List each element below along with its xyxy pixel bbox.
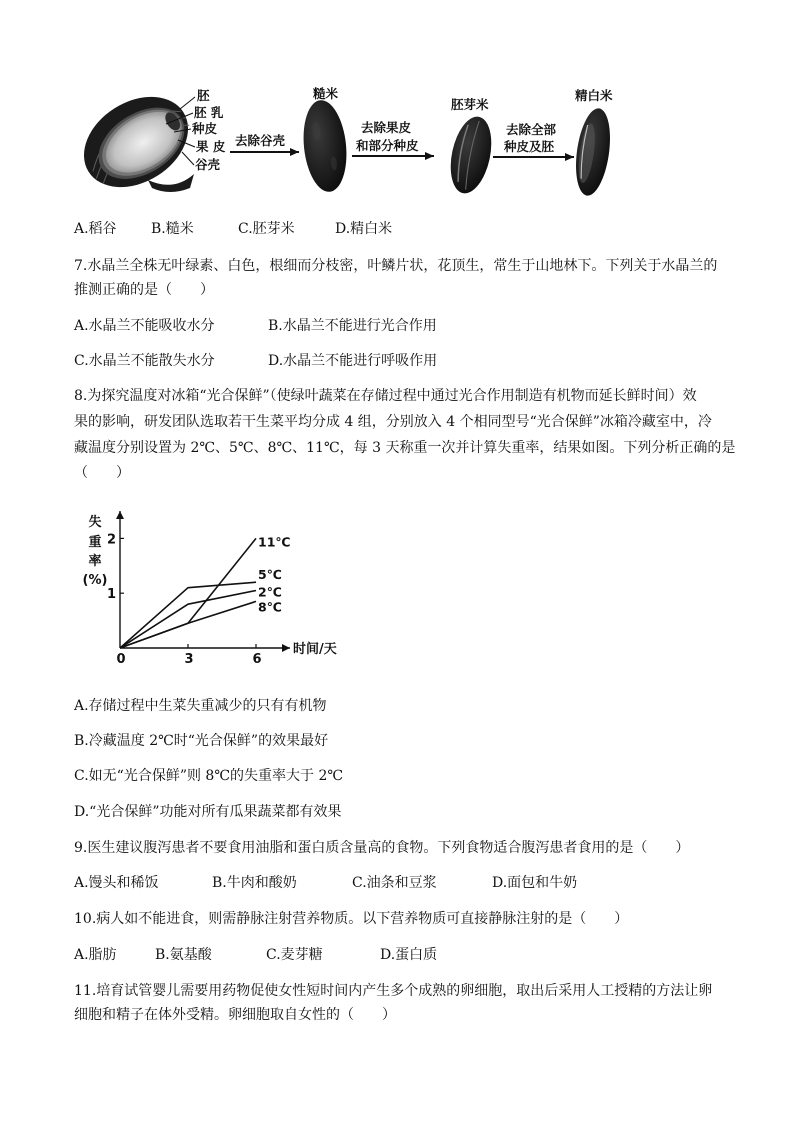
rice-grain-icon <box>70 80 205 200</box>
q10-option-c: C.麦芽糖 <box>266 947 323 963</box>
y-axis-label-line-3: 率 <box>88 554 102 569</box>
series-line-2 <box>120 582 256 648</box>
white-rice-grain <box>571 106 615 198</box>
y-tick-label: 2 <box>106 532 116 548</box>
q9-stem-line-1: 9.医生建议腹泻患者不要食用油脂和蛋白质含量高的食物。下列食物适合腹泻患者食用的是（ ） <box>74 840 690 856</box>
q6-option-a: A.稻谷 <box>74 221 117 237</box>
white-rice-label: 精白米 <box>575 88 613 103</box>
q9-option-d: D.面包和牛奶 <box>492 875 578 891</box>
x-tick-label: 0 <box>116 652 126 667</box>
germ-rice-label: 胚芽米 <box>451 97 489 112</box>
series-line-1 <box>120 538 256 648</box>
q8-stem-line-1: 8.为探究温度对冰箱“光合保鲜”（使绿叶蔬菜在存储过程中通过光合作用制造有机物而延长鲜时间）效 <box>74 388 697 404</box>
series-label: 2℃ <box>258 584 282 600</box>
y-axis-label-line-2: 重 <box>88 535 102 550</box>
y-axis-label-line-1: 失 <box>88 515 102 530</box>
x-tick-label: 6 <box>252 652 262 667</box>
q7-stem-line-1: 7.水晶兰全株无叶绿素、白色，根细而分枝密，叶鳞片状，花顶生，常生于山地林下。下列关于水晶兰的 <box>74 258 718 274</box>
series-label: 5℃ <box>258 567 282 583</box>
chart-marks <box>107 532 291 667</box>
x-axis-label: 时间/天 <box>293 642 337 657</box>
series-label: 8℃ <box>258 599 282 615</box>
series-label: 11℃ <box>258 534 291 550</box>
brown-rice-grain <box>299 98 350 194</box>
series-line-3 <box>120 591 256 649</box>
q9-option-a: A.馒头和稀饭 <box>74 875 159 891</box>
q9-option-b: B.牛肉和酸奶 <box>212 875 297 891</box>
q7-option-a: A.水晶兰不能吸收水分 <box>74 318 215 334</box>
label-embryo: 胚 <box>197 88 210 103</box>
q8-stem-line-2: 果的影响，研发团队选取若干生菜平均分成 4 组，分别放入 4 个相同型号“光合保鲜”冰箱冷藏室中，冷 <box>74 414 712 430</box>
q8-stem-line-4: （ ） <box>74 465 130 481</box>
q8-option-b: B.冷藏温度 2℃时“光合保鲜”的效果最好 <box>74 733 329 749</box>
q6-option-d: D.精白米 <box>335 221 393 237</box>
q11-stem-line-2: 细胞和精子在体外受精。卵细胞取自女性的（ ） <box>74 1007 396 1023</box>
label-endosperm: 胚 乳 <box>194 105 224 120</box>
q9-option-c: C.油条和豆浆 <box>352 875 437 891</box>
q6-option-c: C.胚芽米 <box>238 221 295 237</box>
q10-option-b: B.氨基酸 <box>155 947 212 963</box>
label-husk: 谷壳 <box>195 157 221 172</box>
q6-option-b: B.糙米 <box>151 221 194 237</box>
q8-stem-line-3: 藏温度分别设置为 2℃、5℃、8℃、11℃，每 3 天称重一次并计算失重率，结果如图。下列分析正确的是 <box>74 440 736 456</box>
q8-option-a: A.存储过程中生菜失重减少的只有有机物 <box>74 698 327 714</box>
y-axis-label-line-4: (%) <box>82 573 108 588</box>
weight-loss-line-chart <box>70 505 355 670</box>
q7-option-d: D.水晶兰不能进行呼吸作用 <box>268 353 438 369</box>
series-line-4 <box>120 601 256 648</box>
q8-option-d: D.“光合保鲜”功能对所有瓜果蔬菜都有效果 <box>74 804 342 820</box>
step-3-label-line-2: 种皮及胚 <box>504 139 555 154</box>
step-2-label-line-1: 去除果皮 <box>361 120 412 135</box>
step-1-label: 去除谷壳 <box>235 133 286 148</box>
q10-option-a: A.脂肪 <box>74 947 117 963</box>
germ-rice-grain <box>444 113 497 197</box>
brown-rice-label: 糙米 <box>313 86 339 101</box>
step-3-label-line-1: 去除全部 <box>506 122 557 137</box>
label-pericarp: 果 皮 <box>196 139 226 154</box>
x-tick-label: 3 <box>184 652 194 667</box>
q7-stem-line-2: 推测正确的是（ ） <box>74 282 214 298</box>
q7-option-c: C.水晶兰不能散失水分 <box>74 353 215 369</box>
y-tick-label: 1 <box>106 587 116 603</box>
q8-option-c: C.如无“光合保鲜”则 8℃的失重率大于 2℃ <box>74 768 344 784</box>
q10-stem-line-1: 10.病人如不能进食，则需静脉注射营养物质。以下营养物质可直接静脉注射的是（ ） <box>74 911 629 927</box>
rice-processing-figure <box>70 80 620 200</box>
q7-option-b: B.水晶兰不能进行光合作用 <box>268 318 437 334</box>
label-seed-coat: 种皮 <box>192 121 218 136</box>
q10-option-d: D.蛋白质 <box>380 947 438 963</box>
step-2-label-line-2: 和部分种皮 <box>356 138 419 153</box>
q11-stem-line-1: 11.培育试管婴儿需要用药物促使女性短时间内产生多个成熟的卵细胞，取出后采用人工授精的方法让卵 <box>74 983 713 999</box>
